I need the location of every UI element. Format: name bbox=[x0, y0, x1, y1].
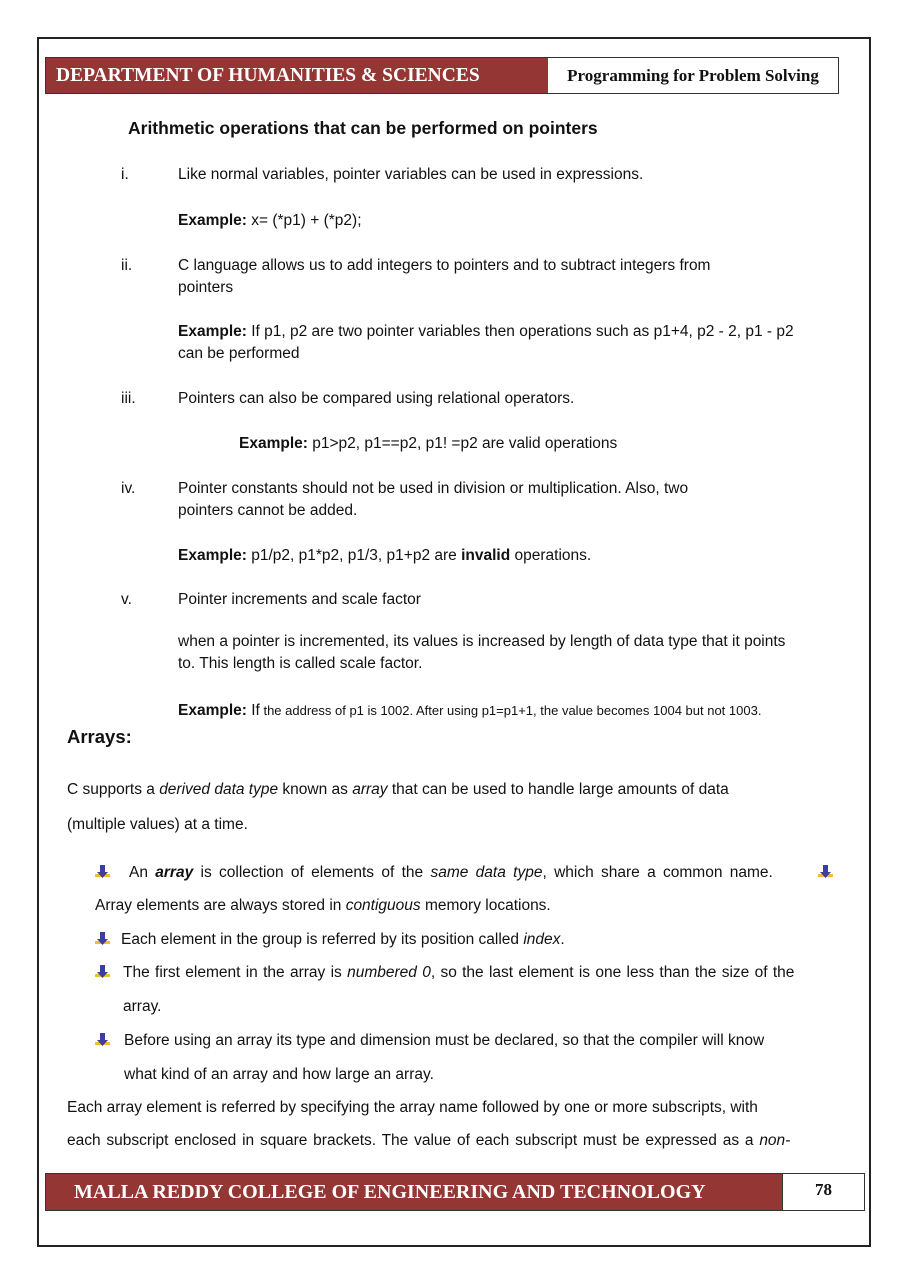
text-run: same data type bbox=[430, 864, 543, 881]
page-number: 78 bbox=[782, 1174, 864, 1210]
bullet-text: Before using an array its type and dimension must be declared, so that the compiler will know bbox=[124, 1032, 765, 1049]
example-text: operations. bbox=[510, 547, 592, 564]
arrow-bullet-icon bbox=[95, 865, 110, 879]
item-example bbox=[239, 433, 617, 455]
text-run: index bbox=[523, 931, 561, 948]
item-example bbox=[178, 545, 591, 567]
item-text: C language allows us to add integers to pointers and to subtract integers from bbox=[178, 257, 711, 274]
example-text: x= (*p1) + (*p2); bbox=[246, 212, 362, 229]
text-run: Array elements are always stored in bbox=[95, 897, 346, 914]
bullet-text: array. bbox=[123, 998, 162, 1015]
paragraph-line: Each array element is referred by specifying the array name followed by one or more subscripts, with bbox=[67, 1099, 758, 1116]
text-run: derived data type bbox=[159, 781, 279, 798]
invalid-word: invalid bbox=[461, 547, 511, 564]
example-text: If p1, p2 are two pointer variables then operations such as p1+4, p2 - 2, p1 - p2 bbox=[246, 323, 794, 340]
text-run: array bbox=[352, 781, 388, 798]
text-run: contiguous bbox=[345, 897, 421, 914]
text-run: is collection of elements of the bbox=[193, 864, 431, 881]
item-text: pointers bbox=[178, 279, 234, 296]
text-run: non- bbox=[759, 1132, 791, 1149]
bullet-text bbox=[123, 962, 794, 984]
text-run: Each element in the group is referred by its position called bbox=[121, 931, 524, 948]
arrays-intro: (multiple values) at a time. bbox=[67, 816, 248, 833]
example-label: Example: bbox=[178, 323, 247, 340]
example-label: Example: bbox=[178, 702, 247, 719]
paragraph-line bbox=[67, 1130, 790, 1152]
bullet-text: what kind of an array and how large an array. bbox=[124, 1066, 434, 1083]
example-text: p1>p2, p1==p2, p1! =p2 are valid operations bbox=[307, 435, 618, 452]
item-description: when a pointer is incremented, its values is increased by length of data type that it points bbox=[178, 633, 786, 650]
text-run: C supports a bbox=[67, 781, 160, 798]
text-run: . bbox=[560, 931, 565, 948]
item-example bbox=[178, 321, 794, 343]
example-label: Example: bbox=[239, 435, 308, 452]
college-name: MALLA REDDY COLLEGE OF ENGINEERING AND TECHNOLOGY bbox=[46, 1174, 782, 1210]
item-numeral: v. bbox=[121, 591, 132, 608]
text-run: , which share a common name. bbox=[542, 864, 773, 881]
text-run: each subscript enclosed in square brackets. The value of each subscript must be expressed as a bbox=[67, 1132, 760, 1149]
item-numeral: iii. bbox=[121, 390, 136, 407]
arrow-bullet-icon bbox=[95, 932, 110, 946]
page-footer bbox=[45, 1173, 865, 1211]
page-header bbox=[45, 57, 839, 94]
arrays-heading: Arrays: bbox=[67, 726, 132, 747]
bullet-text bbox=[95, 895, 551, 917]
arrow-bullet-icon bbox=[95, 965, 110, 979]
item-numeral: i. bbox=[121, 166, 129, 183]
example-label: Example: bbox=[178, 212, 247, 229]
bullet-text bbox=[129, 862, 773, 884]
example-text: can be performed bbox=[178, 345, 300, 362]
arrays-intro bbox=[67, 779, 729, 801]
item-description: to. This length is called scale factor. bbox=[178, 655, 423, 672]
section-title: Arithmetic operations that can be performed on pointers bbox=[128, 118, 598, 138]
item-text: Pointer constants should not be used in division or multiplication. Also, two bbox=[178, 480, 689, 497]
text-run: known as bbox=[278, 781, 353, 798]
item-example bbox=[178, 210, 362, 232]
example-label: Example: bbox=[178, 547, 247, 564]
item-text: pointers cannot be added. bbox=[178, 502, 358, 519]
bullet-text bbox=[121, 929, 565, 951]
item-text: Pointers can also be compared using relational operators. bbox=[178, 390, 575, 407]
item-numeral: iv. bbox=[121, 480, 136, 497]
text-run: memory locations. bbox=[420, 897, 551, 914]
subject-name: Programming for Problem Solving bbox=[567, 65, 819, 85]
arrow-bullet-icon bbox=[818, 865, 833, 879]
text-run: The first element in the array is bbox=[123, 964, 348, 981]
text-run: numbered 0 bbox=[347, 964, 431, 981]
example-text: If bbox=[246, 702, 260, 719]
item-text: Pointer increments and scale factor bbox=[178, 591, 421, 608]
text-run: that can be used to handle large amounts of data bbox=[387, 781, 729, 798]
example-text: the address of p1 is 1002. After using p1=p1+1, the value becomes 1004 but not 1003. bbox=[259, 703, 762, 718]
item-example bbox=[178, 700, 761, 722]
item-text: Like normal variables, pointer variables can be used in expressions. bbox=[178, 166, 644, 183]
item-numeral: ii. bbox=[121, 257, 133, 274]
arrow-bullet-icon bbox=[95, 1033, 110, 1047]
department-name: DEPARTMENT OF HUMANITIES & SCIENCES bbox=[46, 58, 548, 93]
text-run: array bbox=[155, 864, 194, 881]
text-run: , so the last element is one less than the size of the bbox=[430, 964, 795, 981]
example-text: p1/p2, p1*p2, p1/3, p1+p2 are bbox=[246, 547, 462, 564]
text-run: An bbox=[129, 864, 156, 881]
